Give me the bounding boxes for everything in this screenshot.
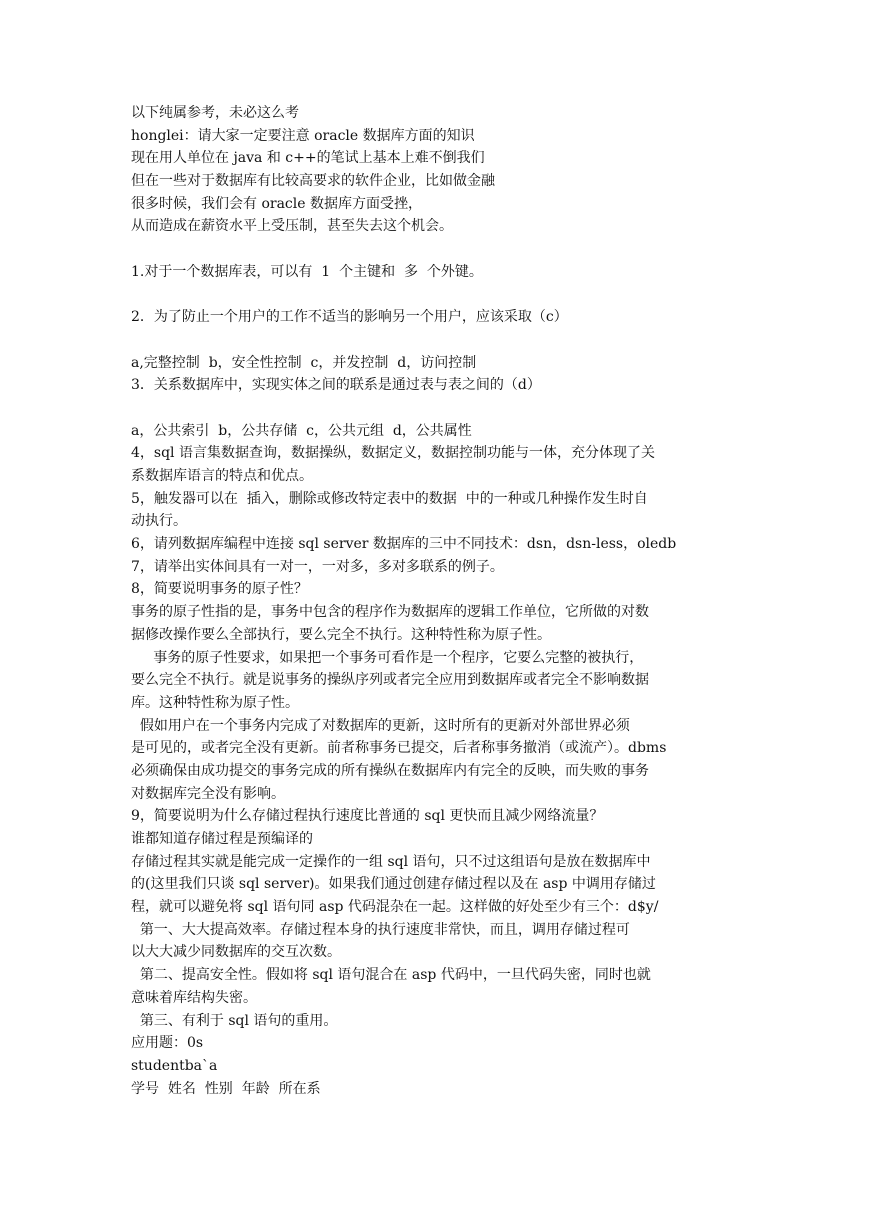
text-line: 以大大减少同数据库的交互次数。 <box>131 944 341 961</box>
text-line: 现在用人单位在 java 和 c++的笔试上基本上难不倒我们 <box>131 150 485 167</box>
question-3-options: a，公共索引 b，公共存储 c，公共元组 d，公共属性 <box>131 422 472 439</box>
text-line: 很多时候，我们会有 oracle 数据库方面受挫， <box>131 195 422 212</box>
text-line: 意味着库结构失密。 <box>131 989 257 1006</box>
text-line: 是可见的，或者完全没有更新。前者称事务已提交，后者称事务撤消（或流产）。dbms <box>131 740 667 757</box>
question-5: 5，触发器可以在 插入，删除或修改特定表中的数据 中的一种或几种操作发生时自 <box>131 490 648 507</box>
text-line: 对数据库完全没有影响。 <box>131 785 285 802</box>
text-line: 的(这里我们只谈 sql server)。如果我们通过创建存储过程以及在 asp 中调用存储过 <box>131 876 656 893</box>
text-line: 程，就可以避免将 sql 语句同 asp 代码混杂在一起。这样做的好处至少有三个：d$y/ <box>131 899 659 916</box>
blank-line <box>131 329 731 352</box>
question-2: 2．为了防止一个用户的工作不适当的影响另一个用户，应该采取（c） <box>131 309 568 326</box>
text-line: 假如用户在一个事务内完成了对数据库的更新，这时所有的更新对外部世界必须 <box>131 717 630 734</box>
text-line: honglei：请大家一定要注意 oracle 数据库方面的知识 <box>131 127 475 144</box>
blank-line <box>131 284 731 307</box>
text-line: 从而造成在薪资水平上受压制，甚至失去这个机会。 <box>131 218 453 235</box>
question-3: 3．关系数据库中，实现实体之间的联系是通过表与表之间的（d） <box>131 377 541 394</box>
section-heading: 应用题：0s <box>131 1035 204 1052</box>
question-2-options: a,完整控制 b，安全性控制 c，并发控制 d，访问控制 <box>131 354 477 371</box>
text-line: 库。这种特性称为原子性。 <box>131 694 299 711</box>
question-6: 6，请列数据库编程中连接 sql server 数据库的三中不同技术：dsn，dsn-less，oledb <box>131 536 677 553</box>
text-line: 动执行。 <box>131 513 187 530</box>
question-9: 9，简要说明为什么存储过程执行速度比普通的 sql 更快而且减少网络流量？ <box>131 808 604 825</box>
text-line: 以下纯属参考，未必这么考 <box>131 105 299 121</box>
text-line: 据修改操作要么全部执行，要么完全不执行。这种特性称为原子性。 <box>131 626 551 643</box>
question-7: 7，请举出实体间具有一对一，一对多，多对多联系的例子。 <box>131 558 504 575</box>
text-line: 要么完全不执行。就是说事务的操纵序列或者完全应用到数据库或者完全不影响数据 <box>131 672 649 689</box>
blank-line <box>131 397 731 420</box>
text-line: 谁都知道存储过程是预编译的 <box>131 831 313 847</box>
text-line: 第二、提高安全性。假如将 sql 语句混合在 asp 代码中，一旦代码失密，同时也就 <box>131 967 651 984</box>
table-header: 学号 姓名 性别 年龄 所在系 <box>131 1080 321 1097</box>
table-name: studentba`a <box>131 1057 218 1074</box>
text-line: 第三、有利于 sql 语句的重用。 <box>131 1012 338 1029</box>
text-line: 事务的原子性指的是，事务中包含的程序作为数据库的逻辑工作单位，它所做的对数 <box>131 604 649 621</box>
document-body <box>131 102 731 1100</box>
text-line: 必须确保由成功提交的事务完成的所有操纵在数据库内有完全的反映，而失败的事务 <box>131 762 649 779</box>
text-line: 第一、大大提高效率。存储过程本身的执行速度非常快，而且，调用存储过程可 <box>131 921 630 938</box>
text-line: 系数据库语言的特点和优点。 <box>131 468 313 484</box>
text-line: 但在一些对于数据库有比较高要求的软件企业，比如做金融 <box>131 173 495 190</box>
blank-line <box>131 238 731 261</box>
question-8: 8，简要说明事务的原子性？ <box>131 581 308 598</box>
question-1: 1.对于一个数据库表，可以有 1 个主键和 多 个外键。 <box>131 263 483 280</box>
text-line: 事务的原子性要求，如果把一个事务可看作是一个程序，它要么完整的被执行， <box>131 649 644 666</box>
text-line: 存储过程其实就是能完成一定操作的一组 sql 语句，只不过这组语句是放在数据库中 <box>131 853 651 870</box>
question-4: 4，sql 语言集数据查询，数据操纵，数据定义，数据控制功能与一体，充分体现了关 <box>131 445 655 462</box>
